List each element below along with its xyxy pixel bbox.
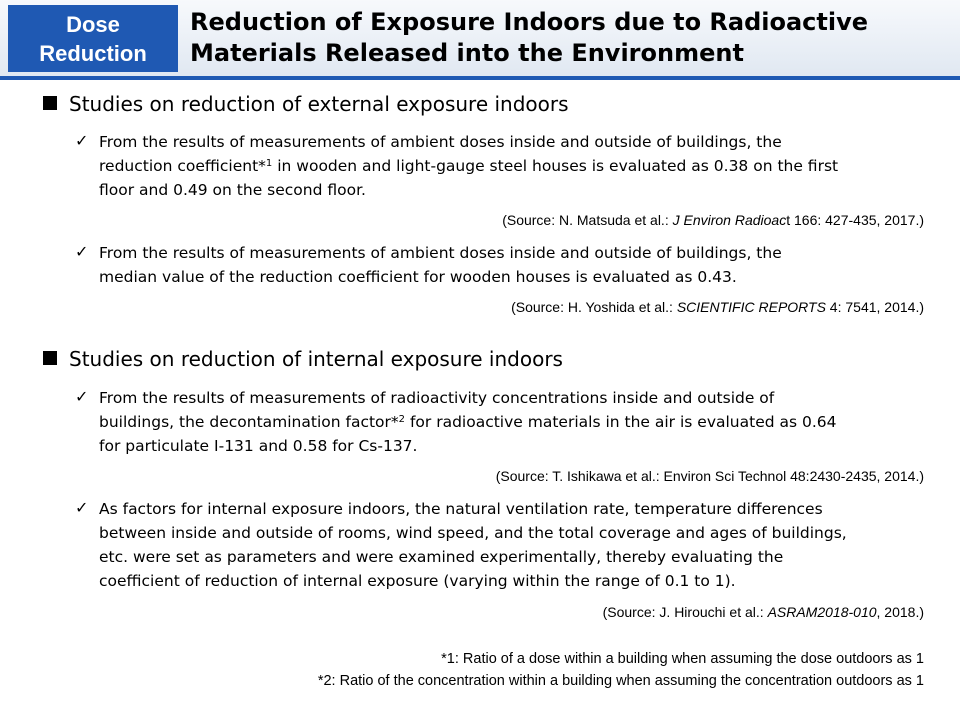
list-item: From the results of measurements of radioactivity concentrations inside and outside of buildings, the decontamination factor*$^2$ for radioactive materials in the air is evaluated as 0.64 for particulate I-131 and 0.58 for Cs-137. xyxy=(99,389,837,455)
source-citation: (Source: N. Matsuda et al.: J Environ Radioact 166: 427-435, 2017.) xyxy=(502,212,924,228)
footnote-1: *1: Ratio of a dose within a building when assuming the dose outdoors as 1 xyxy=(441,651,924,667)
list-item: From the results of measurements of ambient doses inside and outside of buildings, the median value of the reduction coefficient for wooden houses is evaluated as 0.43. xyxy=(99,244,782,286)
slide-title-line1: Reduction of Exposure Indoors due to Radioactive xyxy=(190,8,869,36)
square-bullet-icon xyxy=(43,96,57,110)
source-citation: (Source: H. Yoshida et al.: SCIENTIFIC REPORTS 4: 7541, 2014.) xyxy=(511,299,924,315)
slide-title xyxy=(190,7,950,69)
category-tag xyxy=(8,5,178,72)
check-icon: ✓ xyxy=(75,387,89,406)
footnote-2: *2: Ratio of the concentration within a building when assuming the concentration outdoors as 1 xyxy=(317,673,924,689)
slide-title-line2: Materials Released into the Environment xyxy=(190,39,744,67)
category-tag-line1: Dose xyxy=(66,12,120,37)
check-icon: ✓ xyxy=(75,131,89,150)
square-bullet-icon xyxy=(43,351,57,365)
source-citation: (Source: J. Hirouchi et al.: ASRAM2018-010, 2018.) xyxy=(602,604,924,620)
section-heading-internal: Studies on reduction of internal exposure indoors xyxy=(43,346,563,372)
category-tag-line2: Reduction xyxy=(39,41,147,66)
list-item: From the results of measurements of ambient doses inside and outside of buildings, the reduction coefficient*$^1$ in wooden and light-gauge steel houses is evaluated as 0.38 on the first floor and 0.49 on the second floor. xyxy=(99,133,839,199)
section-heading-external: Studies on reduction of external exposure indoors xyxy=(43,91,569,117)
header-divider xyxy=(0,76,960,80)
list-item: As factors for internal exposure indoors, the natural ventilation rate, temperature differences between inside and outside of rooms, wind speed, and the total coverage and ages of buildings, etc. were set as parameters and were examined experimentally, thereby evaluating the coefficient of reduction of internal exposure (varying within the range of 0.1 to 1). xyxy=(99,500,847,590)
check-icon: ✓ xyxy=(75,242,89,261)
check-icon: ✓ xyxy=(75,498,89,517)
source-citation: (Source: T. Ishikawa et al.: Environ Sci Technol 48:2430-2435, 2014.) xyxy=(495,468,924,484)
